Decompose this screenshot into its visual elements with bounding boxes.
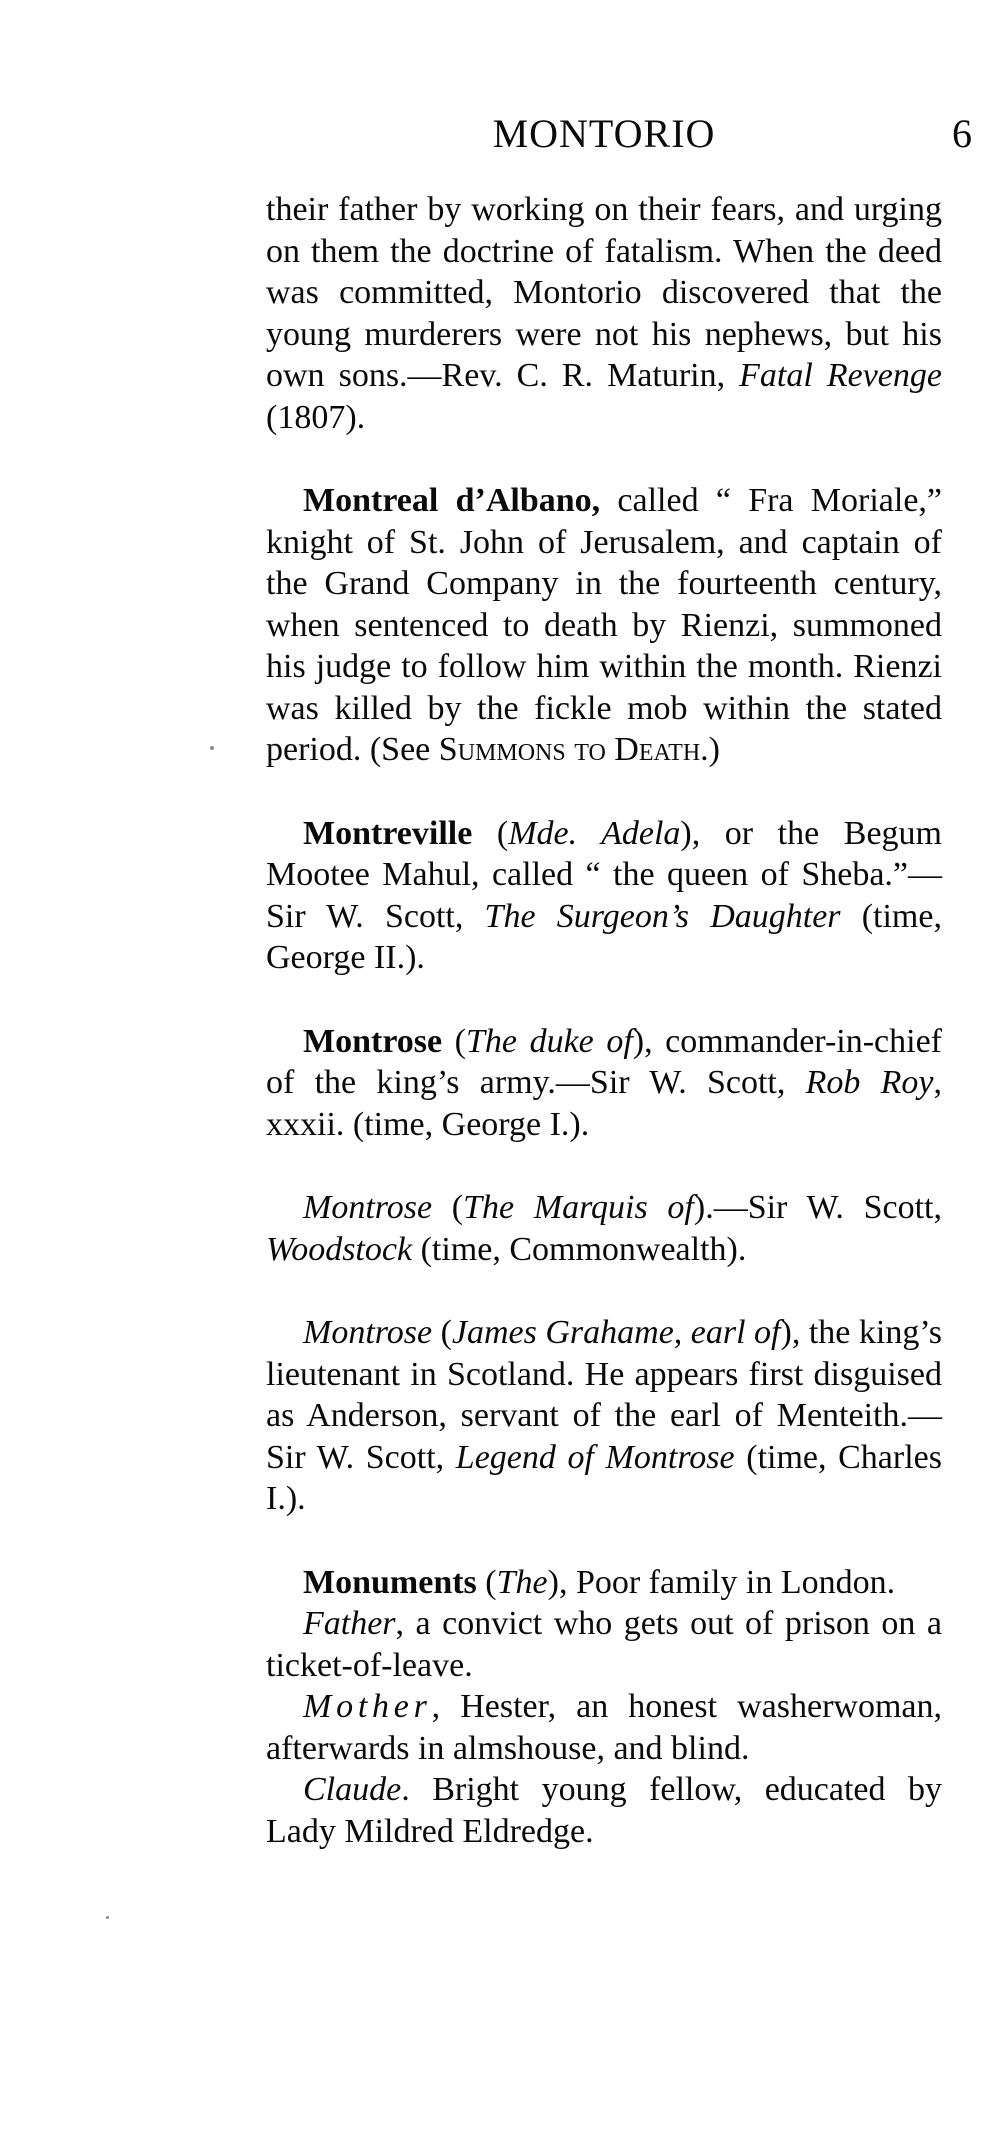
text-segment: ( (432, 1314, 452, 1351)
text-segment: ( (472, 814, 509, 852)
page-title: MONTORIO (492, 111, 716, 156)
text-segment: Montreal d’Albano, (303, 482, 601, 519)
text-segment: ).—Sir W. Scott, (693, 1189, 942, 1226)
text-block (266, 0, 972, 1850)
text-segment: (1807). (266, 398, 366, 436)
scan-speck (210, 746, 214, 750)
text-segment: (time, Charles I.). (266, 1438, 942, 1517)
text-segment: Summons to Death (438, 731, 701, 768)
entry-montrose-marquis (266, 1187, 942, 1270)
text-segment: Woodstock (266, 1230, 413, 1268)
text-segment: James Grahame, earl of (451, 1314, 781, 1351)
text-segment: ( (476, 1563, 497, 1601)
text-segment: ( (432, 1189, 464, 1226)
text-segment: . Bright young fellow, educated by Lady Mildred Eldredge. (266, 1771, 942, 1850)
text-segment: Mother (303, 1688, 432, 1725)
text-segment: Montrose (303, 1022, 443, 1060)
entry-montorio-continuation (266, 189, 942, 438)
text-segment: The Marquis of (463, 1189, 694, 1226)
entry-monuments-claude (266, 1769, 942, 1852)
text-segment: , Hester, an honest washerwoman, afterwards in almshouse, and blind. (266, 1688, 942, 1767)
entry-montreal-dalbano (266, 480, 942, 771)
text-segment: ), Poor family in London. (547, 1563, 896, 1601)
text-segment: (time, George II.). (266, 897, 942, 976)
text-segment: The duke of (466, 1022, 633, 1060)
text-segment: The (496, 1563, 548, 1601)
text-segment: their father by working on their fears, and urging on them the doctrine of fatalism. When the deed was committed, Montorio discovered that the young murderers were not his nephews, but his own sons.—Rev. C. R. Maturin, (266, 191, 942, 394)
text-segment: Claude (303, 1771, 402, 1808)
text-segment: Monuments (303, 1563, 477, 1601)
text-segment: ), commander-in-chief of the king’s army.—Sir W. Scott, (266, 1022, 942, 1101)
text-segment: Mde. Adela (508, 814, 681, 852)
scan-speck (106, 1916, 109, 1919)
entry-montreville (266, 813, 942, 979)
text-segment: ( (442, 1022, 467, 1060)
text-segment: called “ Fra Moriale,” knight of St. John of Jerusalem, and captain of the Grand Company in the fourteenth century, when sentenced to death by Rienzi, summoned his judge to follow him within the month. Rienzi was killed by the fickle mob within the stated period. (See (266, 482, 943, 768)
entry-monuments-mother (266, 1686, 942, 1769)
text-segment: , xxxii. (time, George I.). (266, 1064, 942, 1143)
text-segment: Legend of Montrose (455, 1438, 735, 1476)
text-segment: Montrose (303, 1189, 433, 1226)
text-segment: ), or the Begum Mootee Mahul, called “ the queen of Sheba.”—Sir W. Scott, (266, 814, 942, 935)
text-segment: , a convict who gets out of prison on a ticket-of-leave. (266, 1605, 942, 1684)
entry-montrose-duke (266, 1021, 942, 1146)
text-segment: The Surgeon’s Daughter (484, 897, 841, 935)
entry-monuments (266, 1562, 942, 1604)
text-segment: Father (303, 1605, 396, 1642)
page-body (266, 189, 942, 1852)
text-segment: (time, Commonwealth). (412, 1230, 747, 1268)
text-segment: Montrose (303, 1314, 433, 1351)
text-segment: Fatal Revenge (739, 357, 942, 394)
page-number: 6 (952, 111, 972, 156)
entry-montrose-earl (266, 1312, 942, 1520)
text-segment: .) (700, 731, 720, 768)
text-segment: Montreville (303, 814, 473, 852)
text-segment: ), the king’s lieutenant in Scotland. He appears first disguised as Anderson, servant of the earl of Menteith.—Sir W. Scott, (266, 1314, 942, 1476)
running-header (266, 0, 972, 156)
text-segment: Rob Roy (805, 1064, 934, 1101)
entry-monuments-father (266, 1603, 942, 1686)
